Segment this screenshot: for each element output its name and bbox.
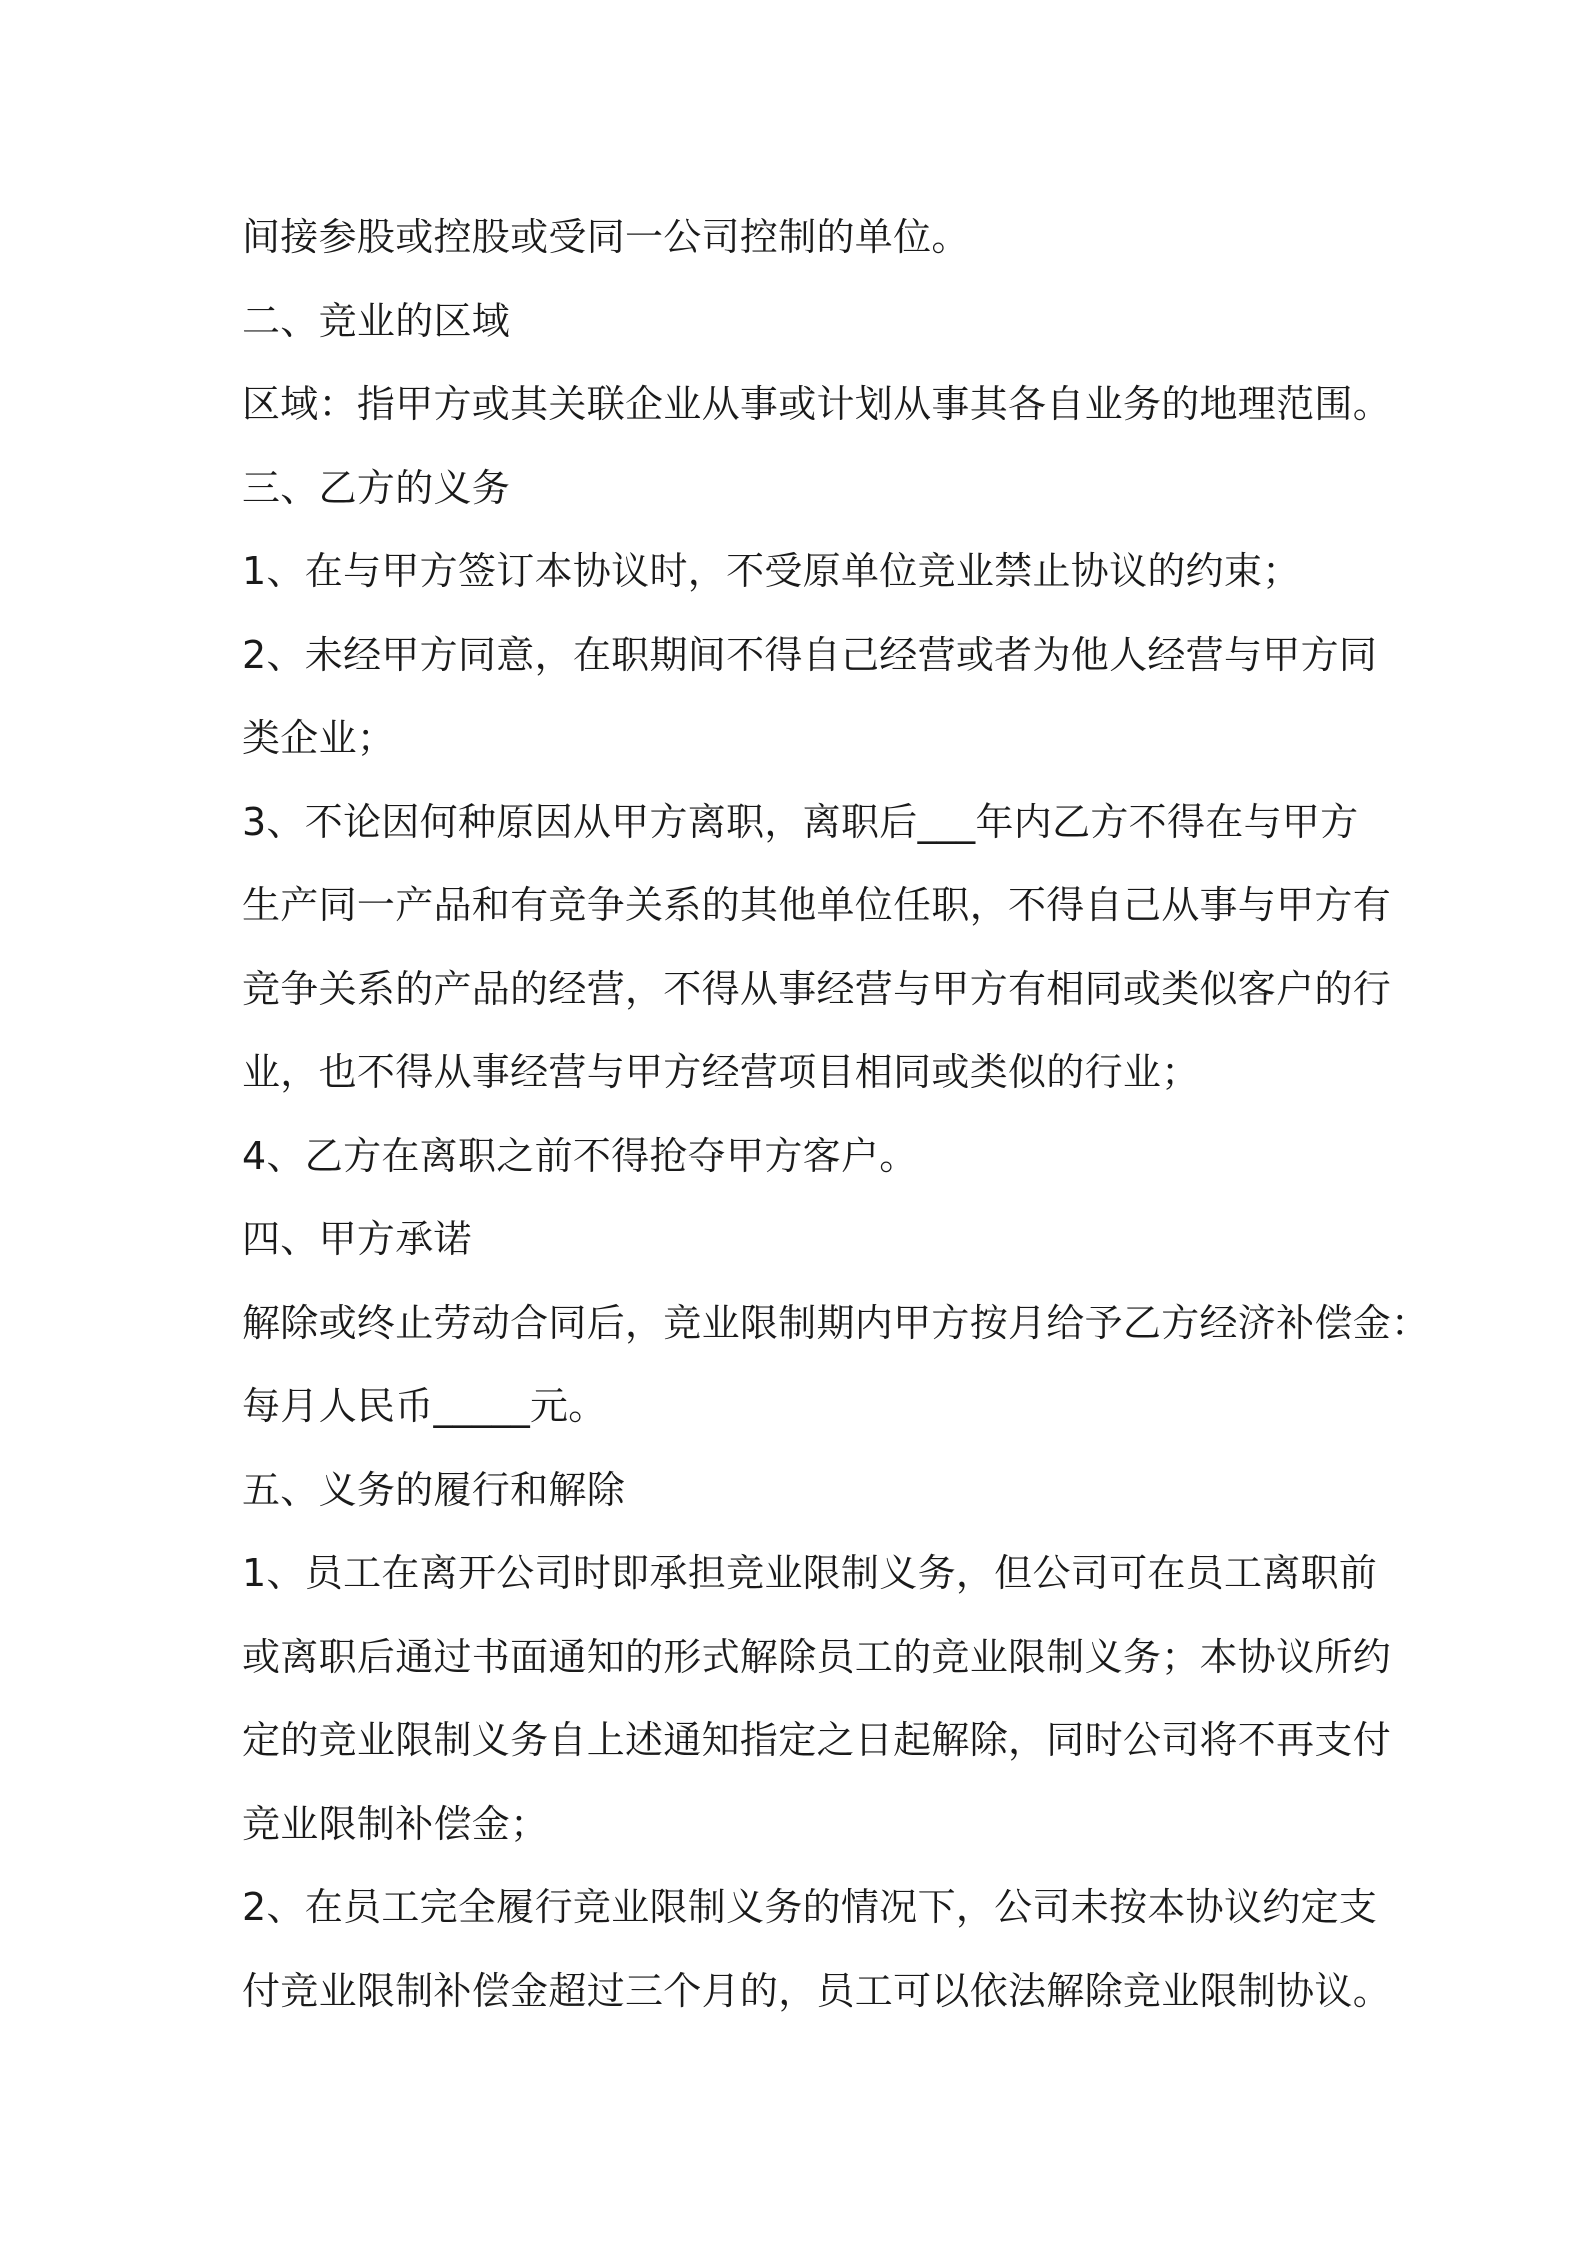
text-line: 类企业； [242,716,396,760]
text-line: 2、未经甲方同意，在职期间不得自己经营或者为他人经营与甲方同 [242,632,1378,677]
section-heading-5: 五、义务的履行和解除 [242,1467,626,1512]
text-line: 竞争关系的产品的经营，不得从事经营与甲方有相同或类似客户的行 [242,966,1392,1011]
text-line: 定的竞业限制义务自上述通知指定之日起解除，同时公司将不再支付 [242,1718,1392,1762]
text-line: 竞业限制补偿金； [242,1801,549,1846]
text-line: 或离职后通过书面通知的形式解除员工的竞业限制义务；本协议所约 [242,1634,1392,1679]
text-line: 解除或终止劳动合同后，竞业限制期内甲方按月给予乙方经济补偿金： [242,1300,1430,1345]
section-heading-3: 三、乙方的义务 [242,465,511,510]
section-heading-4: 四、甲方承诺 [242,1217,472,1261]
text-line: 生产同一产品和有竞争关系的其他单位任职，不得自己从事与甲方有 [242,883,1392,927]
text-line: 1、员工在离开公司时即承担竞业限制义务，但公司可在员工离职前 [242,1551,1378,1595]
text-line: 每月人民币_____元。 [242,1384,607,1428]
text-line: 间接参股或控股或受同一公司控制的单位。 [242,215,970,259]
text-line: 区域：指甲方或其关联企业从事或计划从事其各自业务的地理范围。 [242,382,1392,426]
text-line: 2、在员工完全履行竞业限制义务的情况下，公司未按本协议约定支 [242,1885,1378,1929]
section-heading-2: 二、竞业的区域 [242,298,511,343]
text-line: 3、不论因何种原因从甲方离职，离职后___年内乙方不得在与甲方 [242,799,1359,844]
text-line: 付竞业限制补偿金超过三个月的，员工可以依法解除竞业限制协议。 [242,1968,1392,2013]
text-line: 1、在与甲方签订本协议时，不受原单位竞业禁止协议的约束； [242,549,1301,593]
text-line: 业，也不得从事经营与甲方经营项目相同或类似的行业； [242,1050,1200,1094]
document-body [242,196,1430,2033]
text-line: 4、乙方在离职之前不得抢夺甲方客户。 [242,1133,918,1178]
